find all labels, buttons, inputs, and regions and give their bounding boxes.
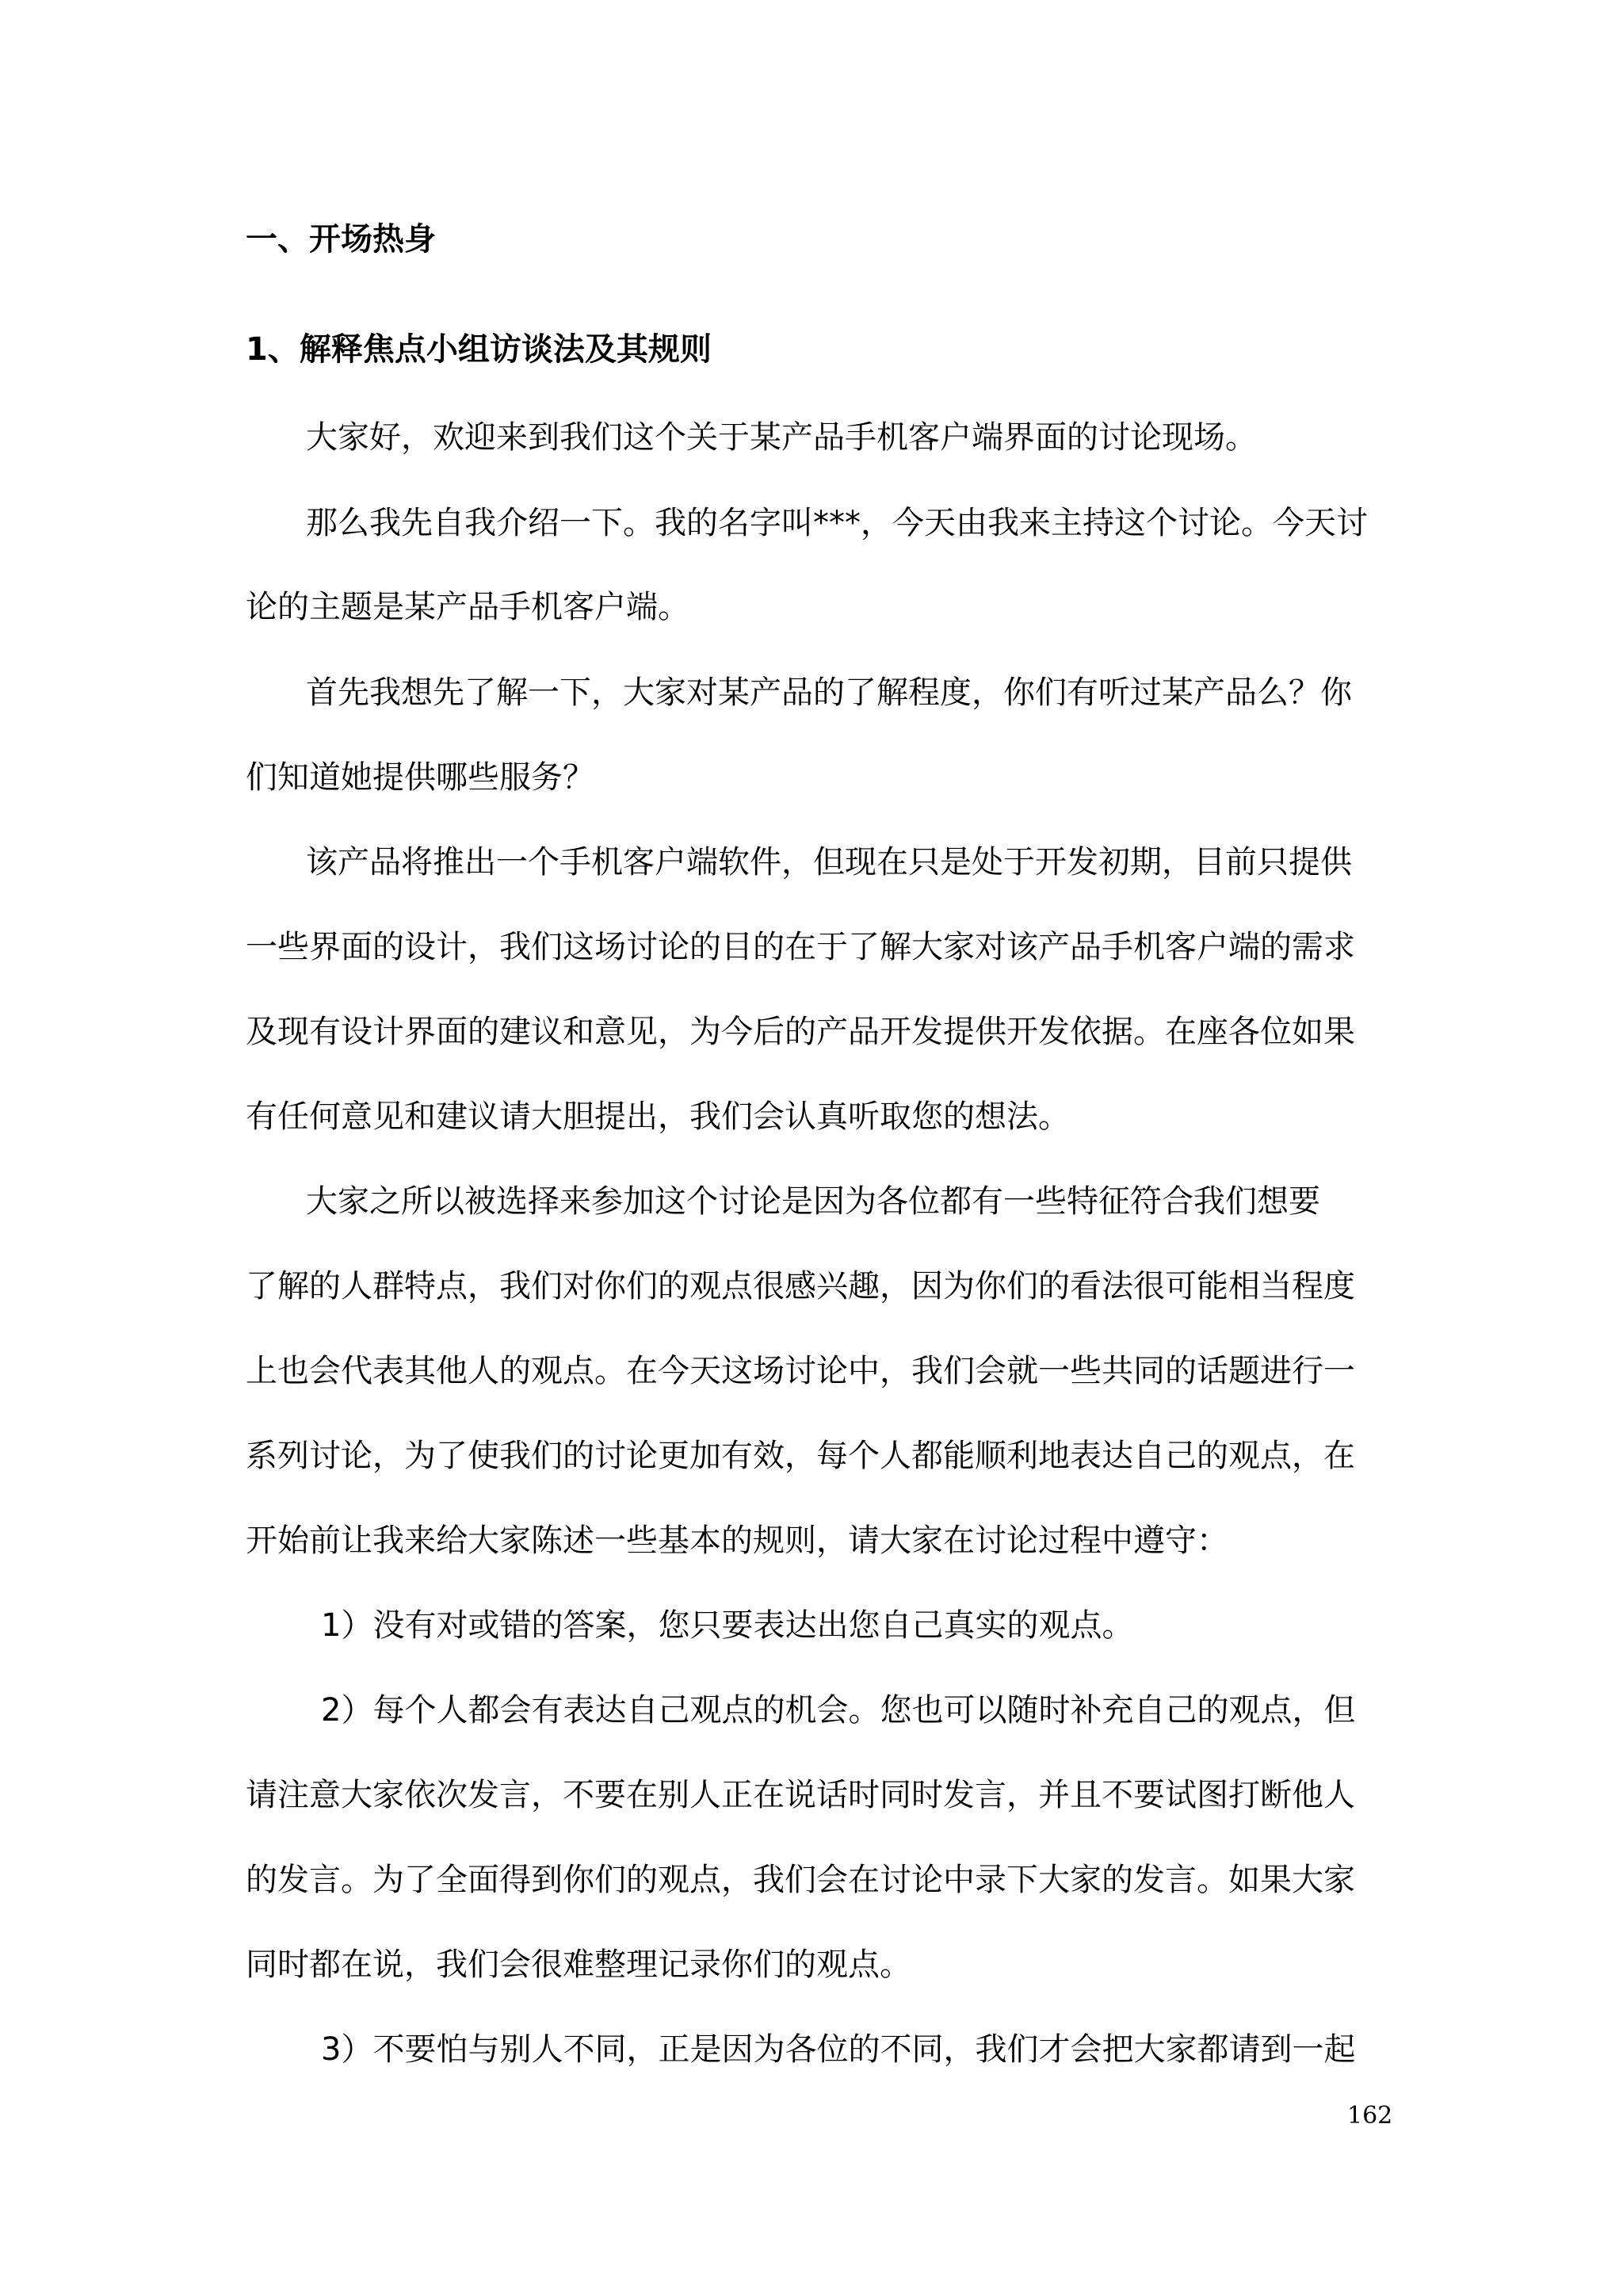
- page-number: 162: [1347, 2102, 1393, 2130]
- paragraph-line: 请注意大家依次发言，不要在别人正在说话时同时发言，并且不要试图打断他人: [246, 1777, 1355, 1813]
- paragraph-line: 的发言。为了全面得到你们的观点，我们会在讨论中录下大家的发言。如果大家: [246, 1862, 1355, 1898]
- paragraph-line: 首先我想先了解一下，大家对某产品的了解程度，你们有听过某产品么？你: [306, 674, 1352, 711]
- paragraph-line: 论的主题是某产品手机客户端。: [246, 589, 689, 625]
- paragraph-line: 一些界面的设计，我们这场讨论的目的在于了解大家对该产品手机客户端的需求: [246, 929, 1355, 965]
- paragraph-line: 及现有设计界面的建议和意见，为今后的产品开发提供开发依据。在座各位如果: [246, 1014, 1355, 1050]
- paragraph-line: 上也会代表其他人的观点。在今天这场讨论中，我们会就一些共同的话题进行一: [246, 1353, 1355, 1389]
- paragraph-line: 大家好，欢迎来到我们这个关于某产品手机客户端界面的讨论现场。: [306, 419, 1257, 456]
- rule-item-1: 1）没有对或错的答案，您只要表达出您自己真实的观点。: [321, 1607, 1134, 1644]
- paragraph-line: 开始前让我来给大家陈述一些基本的规则，请大家在讨论过程中遵守：: [246, 1522, 1228, 1559]
- subsection-heading: 1、解释焦点小组访谈法及其规则: [246, 331, 712, 368]
- paragraph-line: 有任何意见和建议请大胆提出，我们会认真听取您的想法。: [246, 1098, 1070, 1135]
- section-heading: 一、开场热身: [246, 221, 436, 258]
- paragraph-line: 系列讨论，为了使我们的讨论更加有效，每个人都能顺利地表达自己的观点，在: [246, 1438, 1355, 1474]
- rule-item-2: 2）每个人都会有表达自己观点的机会。您也可以随时补充自己的观点，但: [321, 1692, 1356, 1729]
- paragraph-line: 同时都在说，我们会很难整理记录你们的观点。: [246, 1946, 911, 1983]
- rule-item-3: 3）不要怕与别人不同，正是因为各位的不同，我们才会把大家都请到一起: [321, 2031, 1356, 2068]
- paragraph-line: 了解的人群特点，我们对你们的观点很感兴趣，因为你们的看法很可能相当程度: [246, 1268, 1355, 1305]
- paragraph-line: 大家之所以被选择来参加这个讨论是因为各位都有一些特征符合我们想要: [306, 1183, 1320, 1220]
- paragraph-line: 们知道她提供哪些服务？: [246, 759, 594, 796]
- paragraph-line: 该产品将推出一个手机客户端软件，但现在只是处于开发初期，目前只提供: [306, 844, 1352, 881]
- paragraph-line: 那么我先自我介绍一下。我的名字叫***，今天由我来主持这个讨论。今天讨: [306, 505, 1368, 541]
